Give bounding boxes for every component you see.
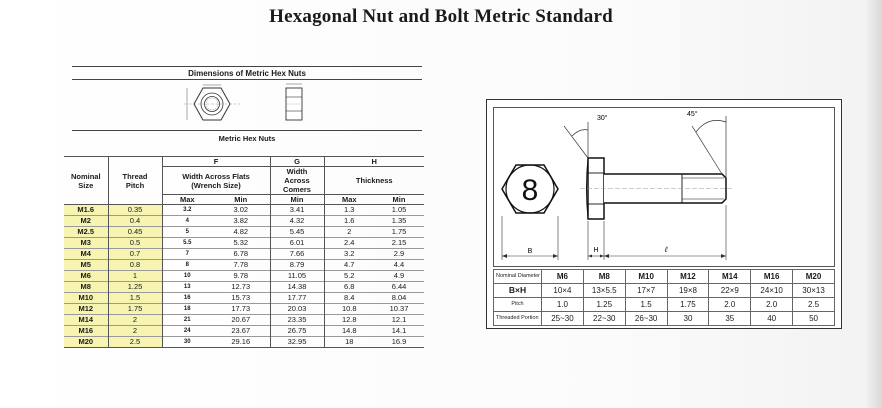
bolt-cell-thread: 40 bbox=[751, 312, 793, 326]
nut-cell-h-max: 14.8 bbox=[324, 326, 374, 337]
header-h-min: Min bbox=[374, 195, 424, 205]
bolt-cell-bxh: 17×7 bbox=[625, 284, 667, 298]
tip-angle-label: 45° bbox=[687, 111, 698, 118]
header-f-max: Max bbox=[162, 195, 212, 205]
bolt-cell-bxh: 13×5.5 bbox=[583, 284, 625, 298]
nut-cell-pitch: 2 bbox=[108, 326, 162, 337]
nut-cell-size: M20 bbox=[64, 337, 108, 348]
nut-cell-size: M16 bbox=[64, 326, 108, 337]
bolt-row-label-bxh: B×H bbox=[494, 284, 542, 298]
nut-cell-pitch: 0.35 bbox=[108, 205, 162, 216]
header-width-across-flats: Width Across Flats (Wrench Size) bbox=[162, 167, 270, 195]
hex-nut-table bbox=[64, 156, 424, 348]
bolt-cell-pitch: 2.5 bbox=[793, 298, 835, 312]
header-g-min: Min bbox=[270, 195, 324, 205]
bolt-cell-d: M12 bbox=[667, 270, 709, 284]
nut-table-row bbox=[64, 293, 424, 304]
bolt-cell-bxh: 22×9 bbox=[709, 284, 751, 298]
nut-cell-h-max: 1.3 bbox=[324, 205, 374, 216]
nut-cell-size: M1.6 bbox=[64, 205, 108, 216]
bolt-cell-d: M10 bbox=[625, 270, 667, 284]
bolt-cell-bxh: 30×13 bbox=[793, 284, 835, 298]
nut-cell-pitch: 1.75 bbox=[108, 304, 162, 315]
nut-cell-h-min: 4.9 bbox=[374, 271, 424, 282]
nut-cell-h-max: 8.4 bbox=[324, 293, 374, 304]
bolt-head-grade-label: 8 bbox=[521, 174, 539, 207]
nut-cell-h-max: 10.8 bbox=[324, 304, 374, 315]
bolt-cell-bxh: 19×8 bbox=[667, 284, 709, 298]
nut-cell-f-max: 5.5 bbox=[162, 238, 212, 249]
nut-table-row bbox=[64, 249, 424, 260]
nut-cell-f-min: 12.73 bbox=[212, 282, 270, 293]
nut-cell-g-min: 26.75 bbox=[270, 326, 324, 337]
nut-cell-h-max: 2 bbox=[324, 227, 374, 238]
nut-cell-g-min: 23.35 bbox=[270, 315, 324, 326]
nut-cell-h-min: 12.1 bbox=[374, 315, 424, 326]
nut-cell-size: M10 bbox=[64, 293, 108, 304]
nut-cell-f-min: 3.82 bbox=[212, 216, 270, 227]
dim-l-label: ℓ bbox=[664, 245, 668, 254]
page-edge-shadow bbox=[864, 0, 882, 408]
nut-cell-h-min: 10.37 bbox=[374, 304, 424, 315]
nut-cell-f-max: 5 bbox=[162, 227, 212, 238]
nut-cell-h-min: 8.04 bbox=[374, 293, 424, 304]
nut-cell-size: M3 bbox=[64, 238, 108, 249]
nut-cell-pitch: 0.8 bbox=[108, 260, 162, 271]
nut-cell-g-min: 11.05 bbox=[270, 271, 324, 282]
nut-cell-f-max: 13 bbox=[162, 282, 212, 293]
nut-cell-f-min: 17.73 bbox=[212, 304, 270, 315]
bolt-spec-table bbox=[493, 269, 835, 326]
nut-cell-size: M8 bbox=[64, 282, 108, 293]
nut-cell-f-min: 9.78 bbox=[212, 271, 270, 282]
divider-above-subtitle bbox=[72, 130, 422, 131]
bolt-cell-d: M20 bbox=[793, 270, 835, 284]
nut-cell-f-max: 10 bbox=[162, 271, 212, 282]
bolt-cell-bxh: 10×4 bbox=[542, 284, 584, 298]
nut-cell-pitch: 1 bbox=[108, 271, 162, 282]
nut-cell-f-max: 30 bbox=[162, 337, 212, 348]
bolt-row-thread bbox=[494, 312, 835, 326]
bolt-row-diameter bbox=[494, 270, 835, 284]
nut-cell-h-max: 5.2 bbox=[324, 271, 374, 282]
header-f: F bbox=[162, 157, 270, 167]
header-width-across-corners: Width Across Comers bbox=[270, 167, 324, 195]
nut-cell-pitch: 1.25 bbox=[108, 282, 162, 293]
nut-cell-h-max: 18 bbox=[324, 337, 374, 348]
nut-cell-f-min: 20.67 bbox=[212, 315, 270, 326]
nut-cell-g-min: 32.95 bbox=[270, 337, 324, 348]
nut-cell-f-min: 4.82 bbox=[212, 227, 270, 238]
nut-cell-f-max: 7 bbox=[162, 249, 212, 260]
nut-cell-g-min: 8.79 bbox=[270, 260, 324, 271]
nut-cell-h-min: 1.05 bbox=[374, 205, 424, 216]
nut-cell-h-max: 4.7 bbox=[324, 260, 374, 271]
nut-dimensions-title: Dimensions of Metric Hex Nuts bbox=[188, 69, 306, 78]
header-g: G bbox=[270, 157, 324, 167]
bolt-cell-pitch: 2.0 bbox=[709, 298, 751, 312]
bolt-drawing-frame bbox=[493, 107, 835, 267]
nut-cell-g-min: 17.77 bbox=[270, 293, 324, 304]
nut-cell-h-min: 1.35 bbox=[374, 216, 424, 227]
nut-table-subtitle: Metric Hex Nuts bbox=[218, 134, 276, 143]
nut-cell-f-min: 7.78 bbox=[212, 260, 270, 271]
head-angle-label: 30° bbox=[597, 115, 608, 122]
nut-cell-f-min: 23.67 bbox=[212, 326, 270, 337]
nut-cell-size: M5 bbox=[64, 260, 108, 271]
bolt-drawing bbox=[494, 108, 834, 266]
nut-cell-f-max: 4 bbox=[162, 216, 212, 227]
header-f-min: Min bbox=[212, 195, 270, 205]
nut-cell-f-min: 6.78 bbox=[212, 249, 270, 260]
dim-h-label: H bbox=[593, 247, 599, 254]
header-h-max: Max bbox=[324, 195, 374, 205]
page-title: Hexagonal Nut and Bolt Metric Standard bbox=[269, 6, 613, 27]
nut-cell-h-min: 14.1 bbox=[374, 326, 424, 337]
header-thread-pitch: Thread Pitch bbox=[108, 157, 162, 205]
nut-cell-g-min: 6.01 bbox=[270, 238, 324, 249]
nut-cell-f-max: 21 bbox=[162, 315, 212, 326]
nut-cell-pitch: 2 bbox=[108, 315, 162, 326]
nut-table-row bbox=[64, 337, 424, 348]
hex-nut-front-icon bbox=[184, 83, 240, 125]
bolt-cell-thread: 26~30 bbox=[625, 312, 667, 326]
nut-table-row bbox=[64, 216, 424, 227]
nut-table-row bbox=[64, 326, 424, 337]
nut-cell-h-max: 6.8 bbox=[324, 282, 374, 293]
hex-nut-side-icon bbox=[282, 82, 308, 126]
nut-cell-g-min: 20.03 bbox=[270, 304, 324, 315]
nut-cell-g-min: 4.32 bbox=[270, 216, 324, 227]
nut-cell-size: M14 bbox=[64, 315, 108, 326]
bolt-cell-thread: 35 bbox=[709, 312, 751, 326]
bolt-panel bbox=[486, 99, 842, 329]
nut-cell-size: M2 bbox=[64, 216, 108, 227]
nut-cell-h-min: 2.9 bbox=[374, 249, 424, 260]
nut-cell-h-max: 3.2 bbox=[324, 249, 374, 260]
bolt-cell-bxh: 24×10 bbox=[751, 284, 793, 298]
nut-cell-pitch: 2.5 bbox=[108, 337, 162, 348]
nut-table-row bbox=[64, 260, 424, 271]
divider-top bbox=[72, 66, 422, 67]
bolt-cell-d: M6 bbox=[542, 270, 584, 284]
bolt-cell-d: M16 bbox=[751, 270, 793, 284]
bolt-cell-thread: 25~30 bbox=[542, 312, 584, 326]
nut-cell-h-max: 2.4 bbox=[324, 238, 374, 249]
nut-cell-pitch: 0.5 bbox=[108, 238, 162, 249]
nut-cell-g-min: 14.38 bbox=[270, 282, 324, 293]
nut-cell-f-min: 3.02 bbox=[212, 205, 270, 216]
divider-under-title bbox=[72, 79, 422, 80]
nut-table-row bbox=[64, 271, 424, 282]
nut-cell-f-max: 18 bbox=[162, 304, 212, 315]
bolt-cell-thread: 30 bbox=[667, 312, 709, 326]
nut-cell-h-min: 4.4 bbox=[374, 260, 424, 271]
nut-cell-size: M4 bbox=[64, 249, 108, 260]
header-nominal-size: Nominal Size bbox=[64, 157, 108, 205]
nut-table-row bbox=[64, 315, 424, 326]
nut-cell-size: M12 bbox=[64, 304, 108, 315]
nut-table-row bbox=[64, 227, 424, 238]
nut-cell-h-min: 2.15 bbox=[374, 238, 424, 249]
header-thickness: Thickness bbox=[324, 167, 424, 195]
nut-cell-g-min: 7.66 bbox=[270, 249, 324, 260]
nut-cell-g-min: 5.45 bbox=[270, 227, 324, 238]
nut-cell-h-max: 12.8 bbox=[324, 315, 374, 326]
nut-cell-pitch: 0.45 bbox=[108, 227, 162, 238]
nut-cell-h-min: 1.75 bbox=[374, 227, 424, 238]
nut-cell-f-min: 29.16 bbox=[212, 337, 270, 348]
bolt-cell-thread: 22~30 bbox=[583, 312, 625, 326]
header-h: H bbox=[324, 157, 424, 167]
bolt-cell-pitch: 1.75 bbox=[667, 298, 709, 312]
bolt-row-label-pitch: Pitch bbox=[494, 298, 542, 312]
bolt-cell-pitch: 1.0 bbox=[542, 298, 584, 312]
nut-table-row bbox=[64, 282, 424, 293]
bolt-cell-pitch: 1.25 bbox=[583, 298, 625, 312]
bolt-cell-thread: 50 bbox=[793, 312, 835, 326]
nut-cell-h-min: 16.9 bbox=[374, 337, 424, 348]
nut-cell-f-max: 24 bbox=[162, 326, 212, 337]
hex-nut-table-body bbox=[64, 205, 424, 348]
bolt-cell-d: M8 bbox=[583, 270, 625, 284]
bolt-cell-d: M14 bbox=[709, 270, 751, 284]
nut-table-row bbox=[64, 205, 424, 216]
bolt-row-pitch bbox=[494, 298, 835, 312]
nut-table-row bbox=[64, 304, 424, 315]
nut-cell-f-max: 3.2 bbox=[162, 205, 212, 216]
bolt-row-bxh bbox=[494, 284, 835, 298]
nut-cell-f-min: 5.32 bbox=[212, 238, 270, 249]
nut-cell-g-min: 3.41 bbox=[270, 205, 324, 216]
nut-cell-size: M6 bbox=[64, 271, 108, 282]
bolt-cell-pitch: 1.5 bbox=[625, 298, 667, 312]
bolt-row-label-diameter: Nominal Diameter bbox=[494, 270, 542, 284]
nut-cell-pitch: 1.5 bbox=[108, 293, 162, 304]
nut-table-row bbox=[64, 238, 424, 249]
nut-cell-f-min: 15.73 bbox=[212, 293, 270, 304]
nut-cell-h-max: 1.6 bbox=[324, 216, 374, 227]
nut-cell-h-min: 6.44 bbox=[374, 282, 424, 293]
dim-b-label: B bbox=[527, 248, 533, 255]
nut-cell-pitch: 0.4 bbox=[108, 216, 162, 227]
nut-cell-size: M2.5 bbox=[64, 227, 108, 238]
bolt-cell-pitch: 2.0 bbox=[751, 298, 793, 312]
nut-cell-f-max: 16 bbox=[162, 293, 212, 304]
header-row-letters bbox=[64, 157, 424, 167]
nut-cell-pitch: 0.7 bbox=[108, 249, 162, 260]
bolt-row-label-thread: Threaded Portion bbox=[494, 312, 542, 326]
nut-cell-f-max: 8 bbox=[162, 260, 212, 271]
